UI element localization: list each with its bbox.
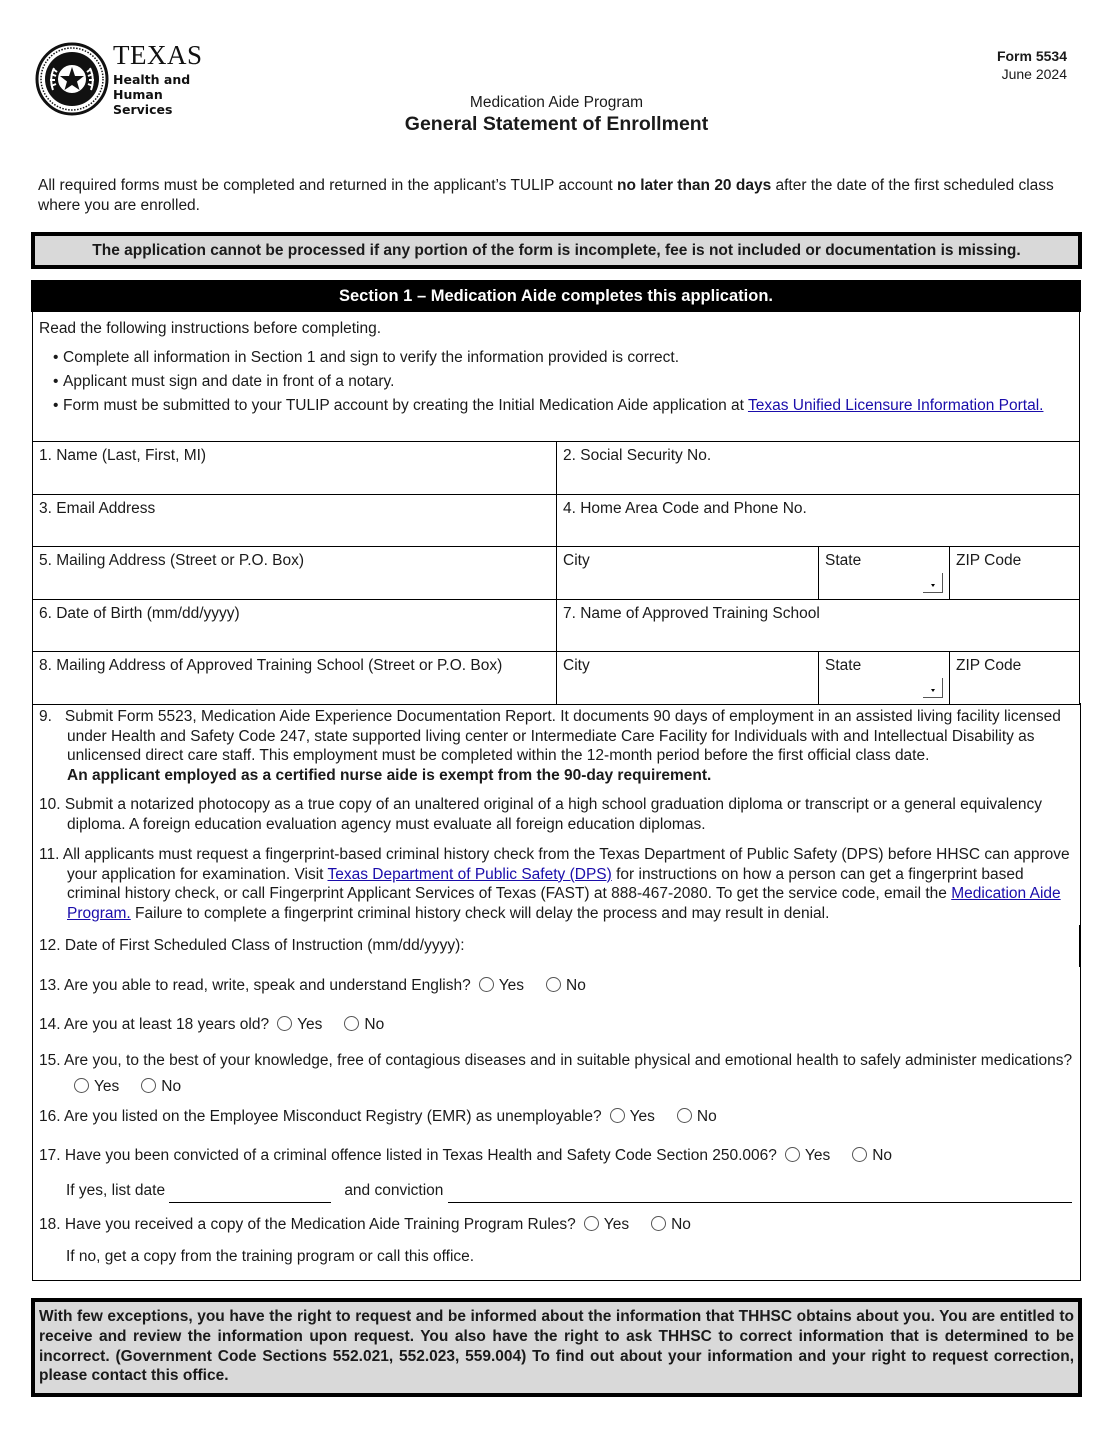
school-address-field[interactable]	[33, 652, 557, 704]
phone-label: 4. Home Area Code and Phone No.	[563, 499, 807, 517]
item-text: Are you, to the best of your knowledge, free of contagious diseases and in suitable physical and emotional health to safely administer medications?	[64, 1052, 1073, 1069]
conviction-date-field[interactable]	[169, 1202, 331, 1203]
name-label: 1. Name (Last, First, MI)	[39, 447, 207, 464]
item-text: Are you at least 18 years old?	[64, 1016, 270, 1033]
q15-yes-radio[interactable]	[74, 1078, 89, 1093]
ssn-field[interactable]	[557, 442, 1079, 494]
item-13	[39, 976, 1075, 996]
email-field[interactable]	[33, 495, 557, 547]
title-block	[0, 93, 1113, 136]
item-number: 12.	[39, 937, 61, 954]
first-class-date-label: Date of First Scheduled Class of Instruction (mm/dd/yyyy):	[64, 937, 465, 954]
logo-agency-line2: Services	[113, 101, 173, 117]
item-text: Are you able to read, write, speak and understand English?	[64, 977, 471, 994]
item-number: 15.	[39, 1052, 61, 1069]
instruction-list	[53, 348, 1053, 420]
yes-label: Yes	[629, 1108, 655, 1125]
item-number: 9.	[39, 708, 52, 725]
item-text: for instructions on how a person can get a fingerprint based criminal history check, or call Fingerprint Applicant Services of Texas (FAST) at 888-467-2080. To get the service code, email the	[67, 865, 1024, 903]
q17-yes-radio[interactable]	[785, 1147, 800, 1162]
no-label: No	[364, 1016, 385, 1033]
dob-label: 6. Date of Birth (mm/dd/yyyy)	[39, 604, 240, 622]
q15-no-radio[interactable]	[141, 1078, 156, 1093]
item-number: 14.	[39, 1016, 61, 1033]
school-zip-label: ZIP Code	[956, 657, 1022, 674]
privacy-notice: With few exceptions, you have the right to request and be informed about the information that THHSC obtains about you. You are entitled to receive and review the information upon request. You also have the right to ask THHSC to correct information that is determined to be incorrect. (Government Code Sections 552.021, 552.023, 559.004) To find out about your information and your right to request correction, please contact this office.	[31, 1298, 1082, 1397]
item-11	[39, 845, 1075, 924]
item-12[interactable]	[39, 936, 1075, 956]
item-14	[39, 1015, 1075, 1035]
requirements-questions	[32, 703, 1081, 1281]
item-text: Have you been convicted of a criminal offence listed in Texas Health and Safety Code Section 250.006?	[64, 1147, 777, 1164]
item-number: 18.	[39, 1216, 61, 1233]
instruction-item	[53, 396, 1053, 416]
no-label: No	[872, 1147, 893, 1164]
ssn-label: 2. Social Security No.	[563, 447, 712, 464]
intro-deadline: no later than 20 days	[617, 177, 772, 194]
school-state-label: State	[825, 657, 862, 674]
q18-no-radio[interactable]	[651, 1216, 666, 1231]
item-16	[39, 1107, 1075, 1127]
incomplete-warning: The application cannot be processed if any portion of the form is incomplete, fee is not included or documentation is missing.	[31, 232, 1082, 269]
school-state-select[interactable]	[819, 652, 950, 704]
no-label: No	[161, 1078, 182, 1095]
school-city-label: City	[563, 657, 590, 674]
yes-label: Yes	[603, 1216, 630, 1233]
conviction-date-label: If yes, list date	[66, 1182, 166, 1199]
intro-paragraph	[38, 176, 1078, 216]
phone-field[interactable]	[557, 495, 1079, 547]
school-address-label: 8. Mailing Address of Approved Training School (Street or P.O. Box)	[39, 657, 503, 674]
state-select[interactable]	[819, 547, 950, 599]
school-city-field[interactable]	[557, 652, 819, 704]
school-name-field[interactable]	[557, 600, 1079, 652]
logo-agency-line1: Health and Human	[113, 71, 191, 102]
program-name: Medication Aide Program	[469, 94, 644, 111]
instruction-text: Form must be submitted to your TULIP account by creating the Initial Medication Aide application at	[63, 397, 748, 414]
item-10	[39, 795, 1075, 834]
no-label: No	[671, 1216, 691, 1233]
intro-text: All required forms must be completed and returned in the applicant’s TULIP account	[38, 177, 617, 194]
logo-texas: TEXAS	[113, 39, 203, 70]
item-text: Are you listed on the Employee Misconduct Registry (EMR) as unemployable?	[64, 1108, 602, 1125]
q16-no-radio[interactable]	[677, 1108, 692, 1123]
item-18	[39, 1215, 1075, 1235]
intro-text-end: after the date of the first scheduled class where you are enrolled.	[38, 177, 1054, 214]
email-label: 3. Email Address	[39, 499, 156, 517]
form-identifier	[997, 47, 1067, 83]
applicant-info-grid	[32, 441, 1080, 705]
item-text: Have you received a copy of the Medication Aide Training Program Rules?	[64, 1216, 576, 1233]
q14-no-radio[interactable]	[344, 1016, 359, 1031]
yes-label: Yes	[498, 977, 525, 994]
dps-link[interactable]: Texas Department of Public Safety (DPS)	[327, 865, 612, 883]
state-label: State	[825, 552, 862, 569]
page-title: General Statement of Enrollment	[404, 113, 709, 135]
city-field[interactable]	[557, 547, 819, 599]
item-17-followup	[39, 1181, 1075, 1203]
conviction-label: and conviction	[344, 1182, 444, 1199]
mailing-address-label: 5. Mailing Address (Street or P.O. Box)	[39, 552, 305, 569]
zip-label: ZIP Code	[956, 552, 1022, 569]
q13-yes-radio[interactable]	[479, 977, 494, 992]
q13-no-radio[interactable]	[546, 977, 561, 992]
q16-yes-radio[interactable]	[610, 1108, 625, 1123]
no-label: No	[566, 977, 586, 994]
field-edge-marker	[1079, 925, 1081, 967]
section-1-header: Section 1 – Medication Aide completes this application.	[31, 280, 1081, 312]
q18-yes-radio[interactable]	[584, 1216, 599, 1231]
item-text: All applicants must request a fingerprint-based criminal history check from the Texas Department of Public Safety (DPS) before HHSC can approve your application for examination. Visit	[62, 846, 1070, 883]
zip-field[interactable]	[950, 547, 1079, 599]
no-label: No	[696, 1108, 717, 1125]
form-date: June 2024	[1001, 66, 1067, 82]
form-number: Form 5534	[996, 48, 1067, 64]
instruction-item: • Applicant must sign and date in front of a notary.	[53, 372, 1053, 392]
item-text: Submit Form 5523, Medication Aide Experience Documentation Report. It documents 90 days of employment in an assisted living facility licensed under Health and Safety Code 247, state supported living center or Intermediate Care Facility for Individuals with and Intellectual Disability as unlicensed direct care staff. This employment must be completed within the 12-month period before the first official class date.	[64, 708, 1061, 765]
name-field[interactable]	[33, 442, 557, 494]
school-zip-field[interactable]	[950, 652, 1079, 704]
item-17	[39, 1146, 1075, 1166]
item-9-exemption: An applicant employed as a certified nurse aide is exempt from the 90-day requirement.	[67, 767, 712, 785]
instructions-lead: Read the following instructions before completing.	[39, 320, 382, 337]
item-text: Failure to complete a fingerprint criminal history check will delay the process and may result in denial.	[130, 905, 830, 923]
item-number: 13.	[39, 977, 61, 994]
mailing-address-field[interactable]	[33, 547, 557, 599]
dropdown-arrow-icon[interactable]	[923, 573, 943, 593]
item-text: Submit a notarized photocopy as a true copy of an unaltered original of a high school graduation diploma or transcript or a general equivalency diploma. A foreign education evaluation agency must evaluate all foreign education diplomas.	[64, 796, 1042, 833]
conviction-field[interactable]	[448, 1202, 1072, 1203]
item-9	[39, 707, 1075, 786]
city-label: City	[563, 552, 590, 569]
item-15	[39, 1048, 1075, 1100]
instruction-item: • Complete all information in Section 1 and sign to verify the information provided is correct.	[53, 348, 1053, 368]
q17-no-radio[interactable]	[852, 1147, 867, 1162]
yes-label: Yes	[94, 1078, 120, 1095]
item-number: 17.	[39, 1147, 61, 1164]
item-number: 10.	[39, 796, 61, 813]
instructions	[32, 312, 1080, 442]
item-18-note: If no, get a copy from the training program or call this office.	[66, 1248, 475, 1265]
school-name-label: 7. Name of Approved Training School	[563, 604, 820, 622]
dob-field[interactable]	[33, 600, 557, 652]
item-number: 16.	[39, 1108, 61, 1125]
dropdown-arrow-icon[interactable]	[923, 678, 943, 698]
q14-yes-radio[interactable]	[277, 1016, 292, 1031]
yes-label: Yes	[804, 1147, 831, 1164]
tulip-portal-link[interactable]: Texas Unified Licensure Information Portal.	[747, 397, 1044, 414]
medication-aide-program-link[interactable]: Medication Aide Program.	[67, 885, 1061, 923]
yes-label: Yes	[297, 1016, 323, 1033]
item-number: 11.	[39, 846, 60, 863]
